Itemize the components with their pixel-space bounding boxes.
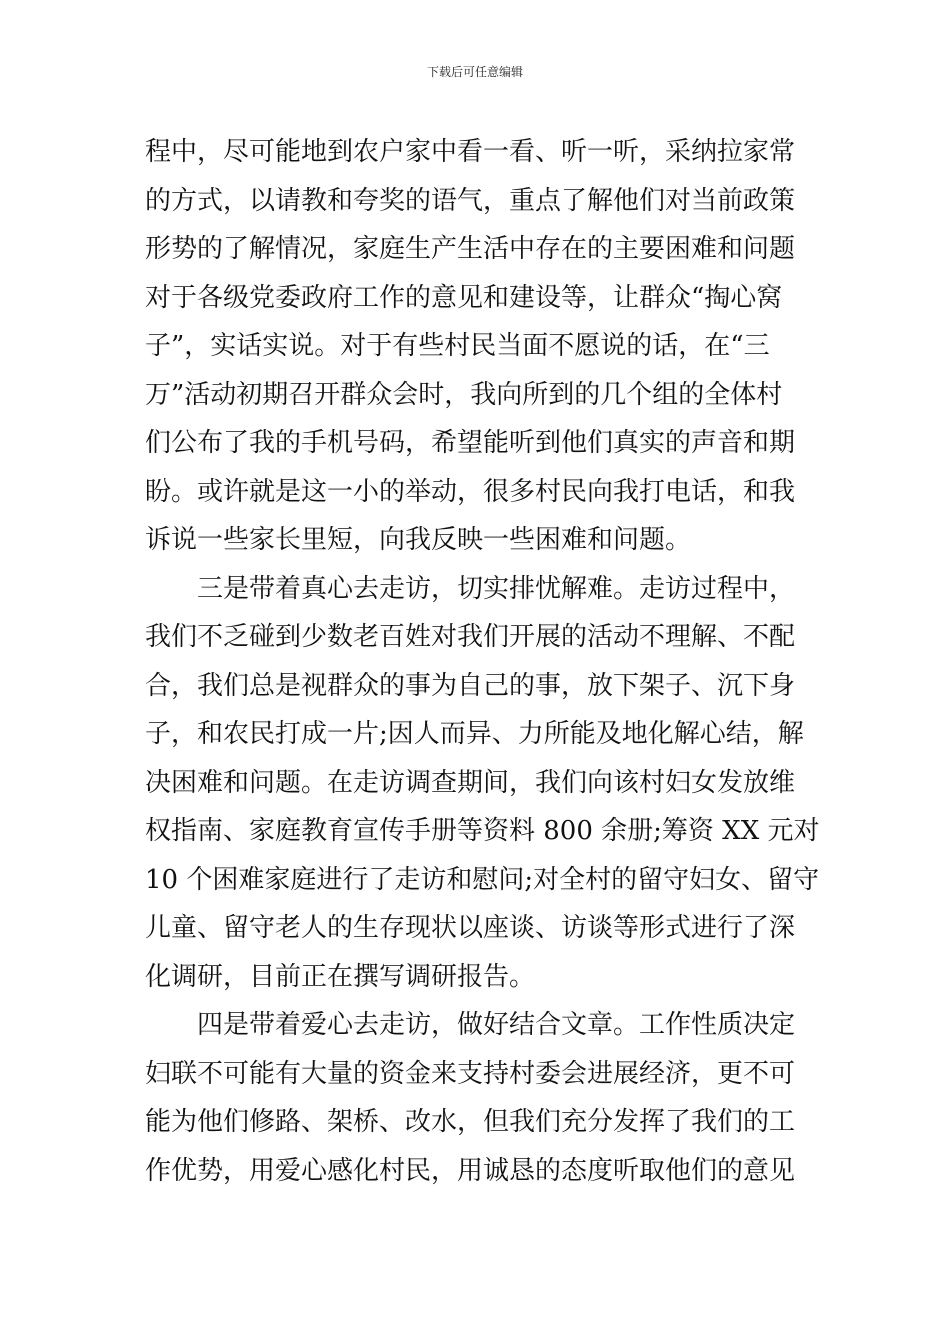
document-body bbox=[145, 128, 820, 1195]
text-line: 形势的了解情况，家庭生产生活中存在的主要困难和问题 bbox=[145, 234, 796, 264]
text-line: 程中，尽可能地到农户家中看一看、听一听，采纳拉家常 bbox=[145, 137, 796, 167]
text-line: 权指南、家庭教育宣传手册等资料 800 余册;筹资 XX 元对 bbox=[145, 816, 820, 846]
text-line: 儿童、留守老人的生存现状以座谈、访谈等形式进行了深 bbox=[145, 913, 796, 943]
text-line: 们公布了我的手机号码，希望能听到他们真实的声音和期 bbox=[145, 428, 796, 458]
text-line: 子”，实话实说。对于有些村民当面不愿说的话，在“三 bbox=[145, 331, 770, 361]
text-line: 我们不乏碰到少数老百姓对我们开展的活动不理解、不配 bbox=[145, 622, 796, 652]
text-line: 妇联不可能有大量的资金来支持村委会进展经济，更不可 bbox=[145, 1058, 796, 1089]
text-line: 万”活动初期召开群众会时，我向所到的几个组的全体村 bbox=[145, 379, 783, 410]
text-line: 的方式，以请教和夸奖的语气，重点了解他们对当前政策 bbox=[145, 185, 796, 216]
text-line: 诉说一些家长里短，向我反映一些困难和问题。 bbox=[145, 525, 692, 555]
paragraph-start-line: 四是带着爱心去走访，做好结合文章。工作性质决定 bbox=[197, 1010, 796, 1040]
text-line: 合，我们总是视群众的事为自己的事，放下架子、沉下身 bbox=[145, 670, 796, 701]
text-line: 10 个困难家庭进行了走访和慰问;对全村的留守妇女、留守 bbox=[145, 864, 820, 895]
text-line: 化调研，目前正在撰写调研报告。 bbox=[145, 961, 536, 992]
text-line: 作优势，用爱心感化村民，用诚恳的态度听取他们的意见 bbox=[145, 1155, 796, 1186]
paragraph-start-line: 三是带着真心去走访，切实排忧解难。走访过程中， bbox=[197, 573, 796, 604]
text-line: 决困难和问题。在走访调查期间，我们向该村妇女发放维 bbox=[145, 767, 796, 798]
text-line: 对于各级党委政府工作的意见和建设等，让群众“掏心窝 bbox=[145, 282, 783, 313]
page-header: 下载后可任意编辑 bbox=[426, 65, 523, 79]
text-line: 能为他们修路、架桥、改水，但我们充分发挥了我们的工 bbox=[145, 1107, 796, 1137]
text-line: 子，和农民打成一片;因人而异、力所能及地化解心结，解 bbox=[145, 719, 804, 749]
text-line: 盼。或许就是这一小的举动，很多村民向我打电话，和我 bbox=[145, 476, 796, 507]
